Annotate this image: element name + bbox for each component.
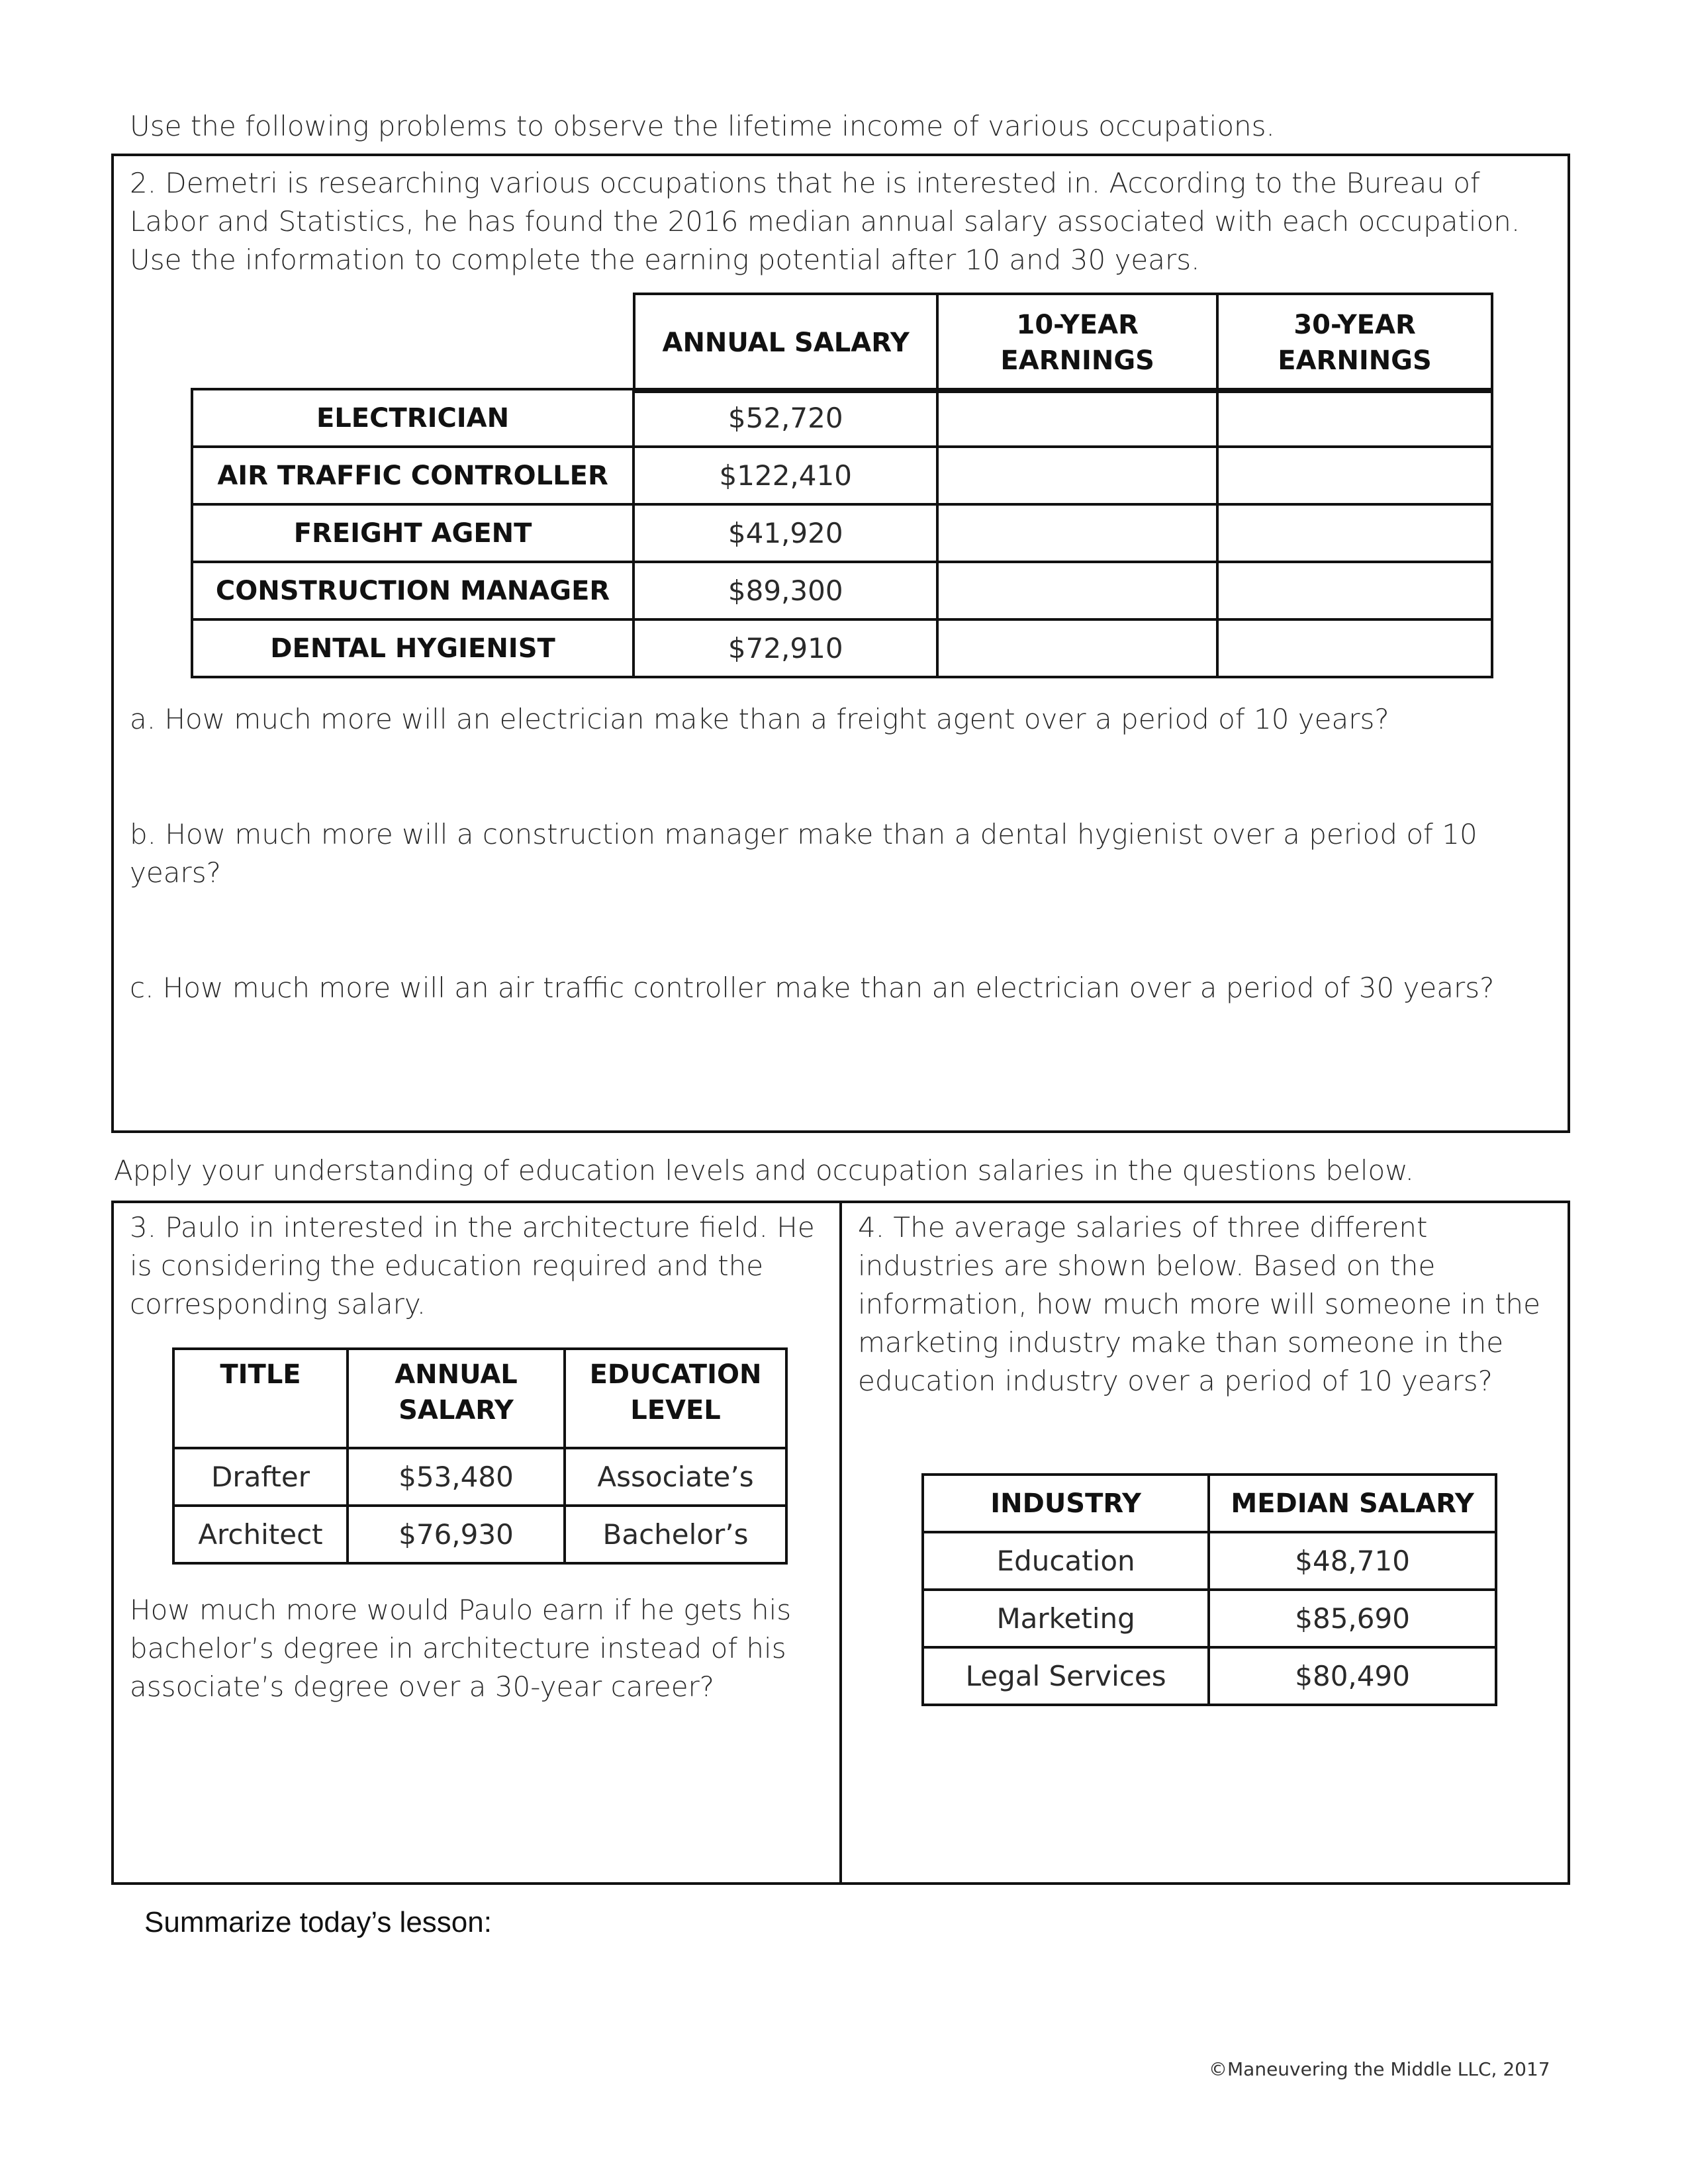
- question-2a: a. How much more will an electrician make than a freight agent over a period of 10 years?: [130, 703, 1389, 735]
- salary-cell: $48,710: [1209, 1532, 1496, 1590]
- ten-year-cell[interactable]: [937, 504, 1217, 562]
- thirty-year-cell[interactable]: [1217, 447, 1492, 504]
- industry-cell: Legal Services: [923, 1647, 1209, 1705]
- table-row: [192, 504, 1492, 562]
- thirty-year-cell[interactable]: [1217, 389, 1492, 447]
- industry-cell: Education: [923, 1532, 1209, 1590]
- occupation-cell: ELECTRICIAN: [192, 389, 633, 447]
- salary-cell: $89,300: [633, 562, 937, 619]
- thirty-year-cell[interactable]: [1217, 562, 1492, 619]
- title-cell: Architect: [173, 1506, 348, 1563]
- table-row: [192, 389, 1492, 447]
- salary-cell: $85,690: [1209, 1590, 1496, 1647]
- salary-cell: $80,490: [1209, 1647, 1496, 1705]
- salary-cell: $76,930: [348, 1506, 565, 1563]
- header-industry: INDUSTRY: [923, 1475, 1209, 1532]
- header-median-salary: MEDIAN SALARY: [1209, 1475, 1496, 1532]
- problem-3-question: How much more would Paulo earn if he gets his bachelor’s degree in architecture instead of his associate’s degree over a 30-year career?: [130, 1594, 792, 1703]
- table-row: [923, 1590, 1496, 1647]
- occupation-table: [191, 388, 1493, 678]
- header-annual-salary: ANNUAL SALARY: [348, 1349, 565, 1448]
- header-title: TITLE: [173, 1349, 348, 1448]
- title-cell: Drafter: [173, 1448, 348, 1506]
- ten-year-cell[interactable]: [937, 619, 1217, 677]
- header-30-year-earnings: 30-YEAR EARNINGS: [1217, 294, 1492, 392]
- table-row: [173, 1506, 786, 1563]
- problem-2-text: 2. Demetri is researching various occupations that he is interested in. According to the Bureau of Labor and Statistics, he has found the 2016 median annual salary associated with each occupation. Use the information to complete the earning potential after 10 and 30 years.: [130, 167, 1521, 276]
- industry-cell: Marketing: [923, 1590, 1209, 1647]
- table-row: [192, 447, 1492, 504]
- thirty-year-cell[interactable]: [1217, 619, 1492, 677]
- ten-year-cell[interactable]: [937, 447, 1217, 504]
- ten-year-cell[interactable]: [937, 389, 1217, 447]
- table-row: [192, 619, 1492, 677]
- question-2c: c. How much more will an air traffic controller make than an electrician over a period of 30 years?: [130, 972, 1495, 1004]
- problem-4-text: 4. The average salaries of three different industries are shown below. Based on the information, how much more will someone in the marketing industry make than someone in the education industry over a period of 10 years?: [858, 1211, 1540, 1397]
- salary-cell: $53,480: [348, 1448, 565, 1506]
- table-row: [192, 562, 1492, 619]
- industry-table: [921, 1473, 1497, 1706]
- occupation-cell: DENTAL HYGIENIST: [192, 619, 633, 677]
- occupation-table-header: [633, 293, 1493, 393]
- intro-text-1: Use the following problems to observe the lifetime income of various occupations.: [130, 110, 1275, 142]
- table-row: [173, 1448, 786, 1506]
- architecture-table: [172, 1347, 788, 1565]
- copyright-footer: ©Maneuvering the Middle LLC, 2017: [1209, 2058, 1550, 2080]
- occupation-cell: AIR TRAFFIC CONTROLLER: [192, 447, 633, 504]
- occupation-cell: FREIGHT AGENT: [192, 504, 633, 562]
- header-education-level: EDUCATION LEVEL: [565, 1349, 786, 1448]
- question-2b: b. How much more will a construction manager make than a dental hygienist over a period of 10 years?: [130, 818, 1477, 889]
- occupation-cell: CONSTRUCTION MANAGER: [192, 562, 633, 619]
- education-cell: Associate’s: [565, 1448, 786, 1506]
- table-row: [923, 1532, 1496, 1590]
- header-annual-salary: ANNUAL SALARY: [634, 294, 937, 392]
- problem-3-text: 3. Paulo in interested in the architecture field. He is considering the education required and the corresponding salary.: [130, 1211, 815, 1320]
- education-cell: Bachelor’s: [565, 1506, 786, 1563]
- ten-year-cell[interactable]: [937, 562, 1217, 619]
- thirty-year-cell[interactable]: [1217, 504, 1492, 562]
- salary-cell: $122,410: [633, 447, 937, 504]
- salary-cell: $72,910: [633, 619, 937, 677]
- salary-cell: $41,920: [633, 504, 937, 562]
- salary-cell: $52,720: [633, 389, 937, 447]
- table-row: [923, 1647, 1496, 1705]
- header-10-year-earnings: 10-YEAR EARNINGS: [937, 294, 1217, 392]
- divider: [839, 1201, 842, 1885]
- summary-prompt: Summarize today’s lesson:: [144, 1906, 492, 1938]
- intro-text-2: Apply your understanding of education levels and occupation salaries in the questions below.: [114, 1154, 1415, 1187]
